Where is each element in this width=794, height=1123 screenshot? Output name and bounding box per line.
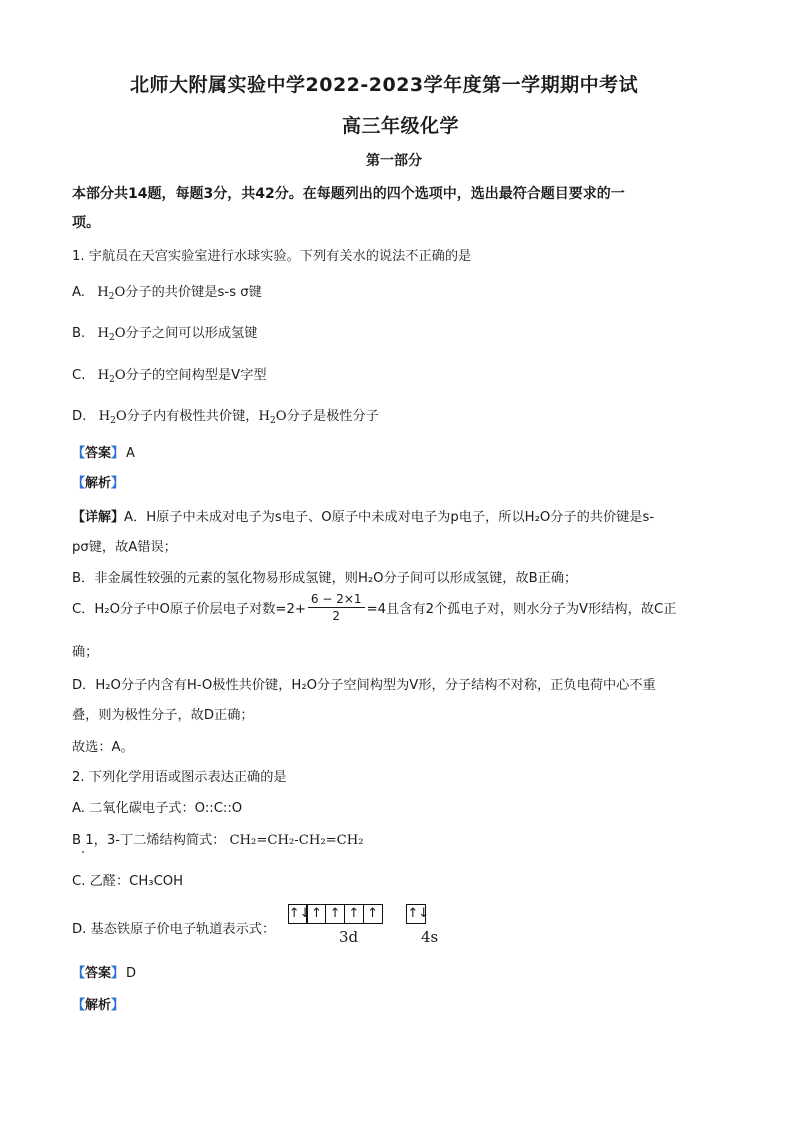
answer-value: D bbox=[126, 966, 137, 981]
part-heading: 第一部分 bbox=[366, 153, 422, 169]
analysis-tag-q2: 【解析】 bbox=[72, 998, 125, 1013]
question-2-option-d: D. 基态铁原子价电子轨道表示式： bbox=[72, 922, 276, 937]
formula-h2o: $H_2O$ bbox=[97, 368, 126, 385]
option-label: D. bbox=[72, 409, 87, 424]
question-1-option-a bbox=[72, 281, 262, 302]
orbital-3d-group bbox=[289, 904, 383, 924]
option-text: 分子的共价键是s-s σ键 bbox=[125, 285, 262, 300]
orbital-box: ↑ bbox=[344, 904, 364, 924]
option-text: 分子是极性分子 bbox=[286, 409, 379, 424]
stray-dot bbox=[82, 851, 84, 853]
option-label: B. bbox=[72, 326, 86, 341]
option-text: 分子之间可以形成氢键 bbox=[125, 326, 258, 341]
option-label: A. bbox=[72, 285, 85, 300]
detail-b: B．非金属性较强的元素的氢化物易形成氢键，则H₂O分子间可以形成氢键，故B正确； bbox=[72, 571, 578, 586]
part-instructions: 本部分共14题，每题3分，共42分。在每题列出的四个选项中，选出最符合题目要求的一 bbox=[72, 186, 625, 202]
formula-h2o: $H_2O$ bbox=[98, 409, 127, 426]
question-2-option-c: C. 乙醛：CH₃COH bbox=[72, 874, 184, 889]
document-subtitle: 高三年级化学 bbox=[342, 115, 460, 137]
conclusion: 故选：A。 bbox=[72, 740, 134, 755]
analysis-tag-q1: 【解析】 bbox=[72, 476, 125, 491]
question-1-option-c bbox=[72, 364, 267, 385]
question-2-option-a: A. 二氧化碳电子式：O::C::O bbox=[72, 801, 243, 816]
formula-butadiene: CH₂=CH₂-CH₂=CH₂ bbox=[229, 833, 364, 848]
question-1-option-d bbox=[72, 405, 379, 426]
orbital-label-4s: 4s bbox=[421, 928, 439, 946]
detail-tag: 【详解】 bbox=[72, 510, 125, 525]
orbital-box: ↑↓ bbox=[288, 904, 308, 924]
question-1-option-b bbox=[72, 322, 257, 343]
orbital-diagram bbox=[288, 902, 430, 924]
document-title: 北师大附属实验中学2022-2023学年度第一学期期中考试 bbox=[130, 74, 639, 96]
fraction bbox=[308, 592, 365, 623]
option-label: C. bbox=[72, 368, 86, 383]
detail-c-line2: 确； bbox=[72, 645, 99, 660]
answer-tag-q1: 【答案】 A bbox=[72, 446, 135, 461]
detail-a-line2: pσ键，故A错误； bbox=[72, 540, 177, 555]
formula-h2o: $H_2O$ bbox=[258, 409, 287, 426]
fraction-numerator: 6 − 2×1 bbox=[308, 592, 365, 608]
orbital-4s-group bbox=[407, 904, 430, 924]
answer-value: A bbox=[126, 446, 135, 461]
fraction-denominator: 2 bbox=[332, 609, 341, 623]
orbital-box: ↑↓ bbox=[406, 904, 426, 924]
orbital-label-3d: 3d bbox=[339, 928, 359, 946]
detail-c-line1: C．H₂O分子中O原子价层电子对数=2+ $\frac{6 - 2\times 1}{2}$ =4且含有2个孤电子对，则水分子为V形结构，故C正 bbox=[72, 592, 677, 623]
detail-d-line1: D．H₂O分子内含有H-O极性共价键，H₂O分子空间构型为V形，分子结构不对称，正负电荷中心不重 bbox=[72, 678, 656, 693]
question-2-option-b: B 1，3-丁二烯结构简式： CH₂=CH₂-CH₂=CH₂ bbox=[72, 833, 364, 848]
option-text: 分子内有极性共价键， bbox=[126, 409, 259, 424]
answer-tag-q2: 【答案】 D bbox=[72, 966, 137, 981]
formula-h2o: $H_2O$ bbox=[97, 326, 126, 343]
question-2-stem: 2. 下列化学用语或图示表达正确的是 bbox=[72, 770, 287, 785]
detail-d-line2: 叠，则为极性分子，故D正确； bbox=[72, 708, 254, 723]
question-1-stem: 1. 宇航员在天宫实验室进行水球实验。下列有关水的说法不正确的是 bbox=[72, 249, 472, 264]
orbital-box: ↑ bbox=[325, 904, 345, 924]
orbital-box: ↑ bbox=[306, 904, 326, 924]
orbital-box: ↑ bbox=[363, 904, 383, 924]
detail-a-line1: 【详解】A．H原子中未成对电子为s电子、O原子中未成对电子为p电子，所以H₂O分子的共价键是s- bbox=[72, 510, 655, 525]
option-text: 分子的空间构型是V字型 bbox=[125, 368, 267, 383]
part-instructions-cont: 项。 bbox=[72, 215, 100, 231]
formula-h2o: $H_2O$ bbox=[97, 285, 126, 302]
